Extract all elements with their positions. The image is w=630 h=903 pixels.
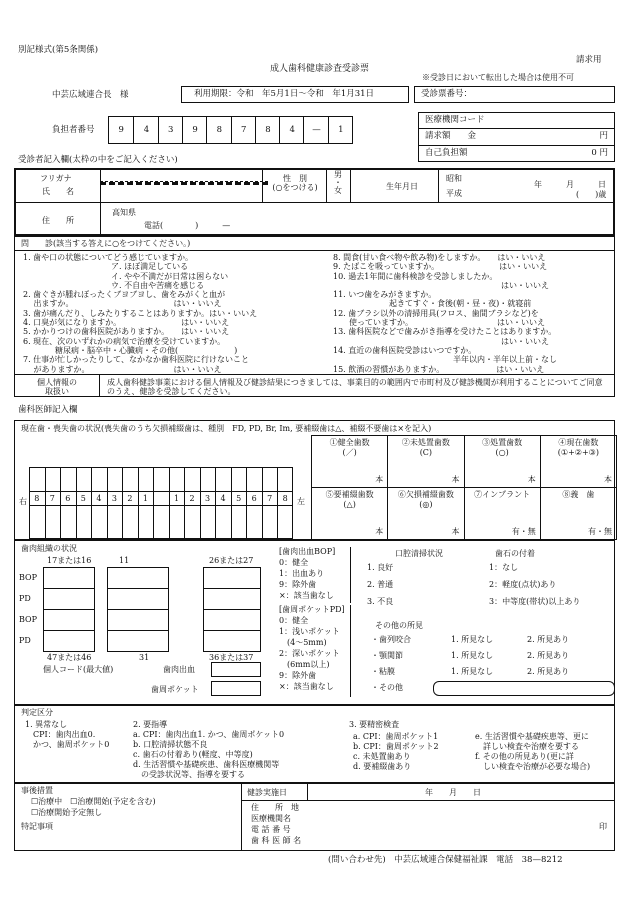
teeth-grid — [29, 467, 293, 539]
judge-guidance-line[interactable]: b. 口腔清掃状態不良 — [133, 740, 208, 749]
gum-cell[interactable] — [43, 630, 95, 652]
count-label: ②未処置歯数 — [401, 438, 450, 447]
perio-pocket-label: 歯周ポケット — [151, 685, 199, 694]
gum-top-label-1: 17または16 — [47, 556, 92, 565]
page-title: 成人歯科健康診査受診票 — [270, 64, 370, 74]
tooth-lower-cell[interactable] — [277, 505, 293, 539]
question-item: 5. かかりつけの歯科医院がありますか。 はい・いいえ — [23, 327, 230, 337]
patient-info-box — [14, 168, 615, 236]
judge-guidance — [133, 720, 284, 780]
claim-box — [418, 112, 615, 162]
other-finding-none[interactable]: 1. 所見なし — [451, 635, 494, 644]
gum-top-label-2: 11 — [119, 556, 130, 565]
count-box[interactable] — [387, 487, 464, 540]
question-item: 6. 現在、次のいずれかの病気で治療を受けていますか。 — [23, 336, 226, 346]
gum-row-label: BOP — [19, 573, 37, 582]
recipient-number-label: 受診票番号： — [421, 89, 473, 99]
bop-legend-item: 0：健全 — [279, 558, 309, 567]
form-label: 別記様式(第5条関係) — [18, 45, 99, 55]
other-finding-name: ・その他 — [371, 683, 403, 692]
question-item: 糖尿病・脳卒中・心臓病・その他( ) — [23, 345, 238, 355]
question-item: 13. 歯科医院などで歯みがき指導を受けたことはありますか。 — [333, 327, 557, 337]
transfer-note: ※受診日において転出した場合は使用不可 — [422, 73, 574, 82]
payer-digit: 8 — [255, 117, 280, 143]
count-label: ④現在歯数 — [558, 438, 599, 447]
payer-digit: 4 — [133, 117, 158, 143]
question-item: 7. 仕事が忙しかったりして、なかなか歯科医院に行けないこと — [23, 355, 250, 365]
pd-legend-item: 2：深いポケット — [279, 649, 340, 658]
calculus-list — [489, 563, 580, 614]
right-mark: 右 — [19, 497, 27, 506]
count-label: ⑦インプラント — [474, 490, 531, 499]
gum-top-label-3: 26または27 — [209, 556, 254, 565]
count-unit: 本 — [375, 474, 384, 484]
claim-label: 請求額 金 — [425, 131, 477, 141]
question-item: 出ますか。 はい・いいえ — [23, 299, 222, 309]
tooth-upper-cell[interactable] — [107, 467, 123, 491]
contact-info: (問い合わせ先) 中芸広域連合保健福祉課 電話 38—8212 — [328, 855, 563, 865]
gum-cell[interactable] — [107, 588, 169, 610]
question-item: 半年以内・半年以上前・なし — [333, 355, 557, 365]
other-finding-name: ・顎関節 — [371, 651, 403, 660]
tooth-number: 6 — [251, 494, 257, 503]
payer-number-grid — [108, 116, 353, 144]
valid-period: 利用期限：令和 年5月1日～令和 年1月31日 — [194, 89, 375, 99]
tooth-upper-cell[interactable] — [29, 467, 45, 491]
medical-code-label: 医療機関コード — [425, 115, 485, 125]
judge-detailed-item[interactable]: b. CPI：歯周ポケット2 — [353, 742, 439, 751]
judge-normal — [25, 720, 109, 750]
judge-normal-line: CPI：歯肉出血0. — [25, 730, 96, 739]
tooth-lower-cell[interactable] — [76, 505, 92, 539]
judge-detailed-left — [353, 732, 439, 772]
question-item: ア. ほぼ満足している — [23, 262, 189, 272]
tooth-lower-cell[interactable] — [184, 505, 200, 539]
clinic-label: 医療機関名 — [251, 814, 291, 823]
judge-normal-line[interactable]: 1. 異常なし — [25, 720, 68, 729]
tooth-lower-cell[interactable] — [138, 505, 154, 539]
calculus-item[interactable]: 1：なし — [489, 563, 519, 572]
tooth-number: 1 — [173, 494, 180, 503]
judgement-section — [14, 705, 615, 783]
tooth-number: 2 — [127, 494, 133, 503]
questions-left — [23, 253, 257, 374]
count-label: ⑥欠損補綴歯数 — [397, 490, 454, 499]
question-item: 使っていますか。 はい・いいえ — [333, 318, 545, 328]
tooth-lower-cell[interactable] — [262, 505, 278, 539]
pd-legend — [277, 605, 351, 697]
count-box[interactable] — [311, 487, 388, 540]
tooth-lower-cell[interactable] — [246, 505, 262, 539]
gum-row-label: PD — [19, 636, 31, 645]
gum-cell[interactable] — [107, 567, 169, 589]
request-label: 請求用 — [576, 55, 602, 65]
tooth-number: 1 — [142, 494, 148, 503]
count-box[interactable] — [540, 435, 617, 488]
teeth-midline — [29, 491, 293, 492]
tooth-number: 3 — [111, 494, 117, 503]
question-item: 4. 口臭が気になりますか。 はい・いいえ — [23, 318, 230, 328]
clinic-label: 住 所 地 — [251, 803, 299, 812]
other-finding-present[interactable]: 2. 所見あり — [527, 635, 570, 644]
payer-digit: 4 — [279, 117, 304, 143]
tooth-number: 4 — [220, 494, 226, 503]
furigana-label: フリガナ — [40, 174, 72, 183]
judge-guidance-line[interactable]: a. CPI：歯肉出血1. かつ、歯周ポケット0 — [133, 730, 285, 739]
tooth-upper-cell[interactable] — [91, 467, 107, 491]
other-finding-none[interactable]: 1. 所見なし — [451, 667, 494, 676]
count-box[interactable] — [540, 487, 617, 540]
count-box[interactable] — [464, 487, 541, 540]
phone[interactable]: 電話( ) — — [144, 221, 231, 230]
calculus-title: 歯石の付着 — [495, 549, 535, 558]
bop-legend-item: 9：除外歯 — [279, 580, 317, 589]
patient-section-title: 受診者記入欄(太枠の中をご記入ください) — [18, 155, 178, 165]
tooth-upper-cell[interactable] — [76, 467, 92, 491]
other-finding-input[interactable] — [433, 681, 615, 696]
count-label: ①健全歯数 — [329, 438, 370, 447]
count-unit: 本 — [451, 474, 460, 484]
judge-detailed-title: 3. 要精密検査 — [349, 720, 400, 729]
judge-detailed-item[interactable]: 詳しい検査や治療を要する — [475, 742, 579, 751]
tooth-upper-cell[interactable] — [45, 467, 61, 491]
teeth-number-line — [29, 505, 293, 506]
tooth-lower-cell[interactable] — [215, 505, 231, 539]
gum-cell[interactable] — [203, 609, 261, 631]
tooth-upper-cell[interactable] — [122, 467, 138, 491]
other-finding-row — [371, 635, 615, 649]
tooth-lower-cell[interactable] — [60, 505, 76, 539]
count-unit: 本 — [527, 474, 536, 484]
tooth-lower-cell[interactable] — [91, 505, 107, 539]
count-label: ③処置歯数 — [482, 438, 523, 447]
pd-legend-item: ×：該当歯なし — [279, 682, 334, 691]
tooth-number: 6 — [65, 494, 71, 503]
question-item: 12. 歯ブラシ以外の清掃用具(フロス、歯間ブラシなど)を — [333, 308, 539, 318]
followup-section — [14, 783, 615, 851]
tooth-lower-cell[interactable] — [169, 505, 185, 539]
tooth-upper-cell[interactable] — [60, 467, 76, 491]
clinic-label: 電 話 番 号 — [251, 825, 291, 834]
judge-detailed-item[interactable]: e. 生活習慣や基礎疾患等、更に — [475, 732, 589, 741]
gum-row-label: BOP — [19, 615, 37, 624]
bop-legend — [277, 547, 351, 603]
address-label: 住 所 — [42, 216, 74, 225]
gum-title: 歯肉組織の状況 — [21, 544, 77, 553]
count-symbol: (／) — [342, 448, 357, 457]
addressee: 中芸広域連合長 様 — [52, 90, 129, 100]
tooth-upper-cell[interactable] — [169, 467, 185, 491]
gum-cell[interactable] — [203, 567, 261, 589]
question-item: 11. いつ歯をみがきますか。 — [333, 290, 437, 300]
calculus-item[interactable]: 3：中等度(帯状)以上あり — [489, 597, 581, 606]
perio-pocket-box[interactable] — [211, 681, 261, 696]
payer-digit: 3 — [158, 117, 183, 143]
count-symbol: (○) — [495, 448, 509, 457]
era-showa[interactable]: 昭和 — [446, 174, 462, 183]
left-mark: 左 — [297, 497, 305, 506]
question-item: 10. 過去1年間に歯科検診を受診しましたか。 — [333, 271, 498, 281]
followup-title: 事後措置 — [21, 786, 53, 795]
tooth-number: 8 — [282, 494, 288, 503]
payer-digit: 1 — [328, 117, 353, 143]
tooth-number: 8 — [34, 494, 40, 503]
tooth-number: 7 — [267, 494, 273, 503]
judge-detailed-item[interactable]: d. 要補綴歯あり — [353, 762, 412, 771]
other-finding-row — [371, 651, 615, 665]
privacy-text: 成人歯科健診事業における個人情報及び健診結果につきましては、事業目的の範囲内で市町村及び健診機関が利用することについてご同意のうえ、健診を受診してください。 — [107, 378, 603, 397]
privacy-label: 個人情報の 取扱い — [37, 378, 77, 397]
tooth-lower-cell[interactable] — [107, 505, 123, 539]
judge-normal-line: かつ、歯周ポケット0 — [25, 740, 110, 749]
payer-digit: 9 — [182, 117, 207, 143]
tooth-upper-cell[interactable] — [138, 467, 154, 491]
exam-date-value[interactable]: 年 月 日 — [425, 788, 481, 797]
pd-legend-item: (6mm以上) — [279, 660, 330, 669]
personal-code: 個人コード(最大値) — [43, 665, 114, 674]
tooth-upper-cell[interactable] — [231, 467, 247, 491]
tooth-lower-cell[interactable] — [200, 505, 216, 539]
other-finding-name: ・歯列咬合 — [371, 635, 411, 644]
sex-options[interactable]: 男 ・ 女 — [334, 170, 342, 195]
tooth-upper-cell[interactable] — [184, 467, 200, 491]
count-symbol: (C) — [419, 448, 433, 457]
count-unit: 有・無 — [511, 526, 536, 536]
self-pay-value: 0 円 — [591, 148, 608, 158]
tooth-lower-cell[interactable] — [231, 505, 247, 539]
teeth-section — [14, 420, 615, 540]
judge-guidance-line[interactable]: c. 歯石の付着あり(軽度、中等度) — [133, 750, 253, 759]
tooth-lower-cell[interactable] — [122, 505, 138, 539]
special-title: 特記事項 — [21, 822, 53, 831]
bop-legend-title: [歯肉出血BOP] — [279, 547, 336, 556]
clinic-info — [251, 803, 301, 847]
count-symbol: (①+②+③) — [557, 448, 599, 457]
pd-legend-item: 9：除外歯 — [279, 671, 317, 680]
pd-legend-item: (4〜5mm) — [279, 638, 327, 647]
oral-item[interactable]: 3. 不良 — [367, 597, 394, 606]
question-item: ウ. 不自由や苦痛を感じる — [23, 280, 205, 290]
gum-bleeding-box[interactable] — [211, 662, 261, 677]
question-item: はい・いいえ — [333, 336, 549, 346]
oral-title: 口腔清掃状況 — [395, 549, 443, 558]
judge-detailed-item[interactable]: c. 未処置歯あり — [353, 752, 411, 761]
question-item: 14. 直近の歯科医院受診はいつですか。 — [333, 345, 477, 355]
count-grid — [311, 435, 616, 539]
validity-box — [181, 86, 409, 103]
tooth-lower-cell[interactable] — [153, 505, 169, 539]
tooth-upper-cell[interactable] — [262, 467, 278, 491]
count-label: ⑧義 歯 — [562, 490, 595, 499]
count-box[interactable] — [387, 435, 464, 488]
gum-cell[interactable] — [107, 609, 169, 631]
question-item: 起きてすぐ・食後(朝・昼・夜)・就寝前 — [333, 299, 532, 309]
gum-cell[interactable] — [43, 567, 95, 589]
question-item: 2. 歯ぐきが腫れぼったくブヨブヨし、歯をみがくと血が — [23, 290, 226, 300]
calculus-item[interactable]: 2：軽度(点状)あり — [489, 580, 557, 589]
question-item: はい・いいえ — [333, 280, 549, 290]
pd-legend-item: 0：健全 — [279, 616, 309, 625]
question-item: がありますか。 はい・いいえ — [23, 364, 222, 374]
birth-ymd: 年 月 日 — [534, 180, 606, 189]
exam-date-label: 健診実施日 — [247, 788, 287, 797]
question-item: 1. 歯や口の状態についてどう感じていますか。 — [23, 253, 194, 262]
gum-section — [14, 540, 615, 705]
payer-digit: 8 — [206, 117, 231, 143]
gum-cell[interactable] — [43, 588, 95, 610]
count-box[interactable] — [311, 435, 388, 488]
judge-guidance-line[interactable]: 2. 要指導 — [133, 720, 168, 729]
gum-cell[interactable] — [107, 630, 169, 652]
bop-legend-item: 1：出血あり — [279, 569, 325, 578]
payer-label: 負担者番号 — [52, 125, 95, 135]
clinic-label: 歯 科 医 師 名 — [251, 836, 302, 845]
count-symbol: (◎) — [419, 500, 433, 509]
judge-detailed-item[interactable]: しい検査や治療が必要な場合) — [475, 762, 591, 771]
other-finding-none[interactable]: 1. 所見なし — [451, 651, 494, 660]
questionnaire-box — [14, 236, 615, 397]
era-heisei[interactable]: 平成 — [446, 189, 462, 198]
payer-digit: 9 — [118, 125, 124, 135]
question-item: 8. 間食(甘い食べ物や飲み物)をしますか。 はい・いいえ — [333, 253, 546, 262]
judge-guidance-line[interactable]: d. 生活習慣や基礎疾患、歯科医療機関等 — [133, 760, 280, 769]
birth-label: 生年月日 — [386, 182, 418, 191]
gum-cell[interactable] — [203, 588, 261, 610]
gum-cell[interactable] — [203, 630, 261, 652]
self-pay-label: 自己負担額 — [425, 148, 468, 158]
payer-digit: — — [303, 117, 328, 143]
judge-detailed-item[interactable]: f. その他の所見あり(更に詳 — [475, 752, 574, 761]
tooth-number: 3 — [205, 494, 211, 503]
oral-item[interactable]: 1. 良好 — [367, 563, 394, 572]
judge-detailed-item[interactable]: a. CPI：歯周ポケット1 — [353, 732, 439, 741]
pd-legend-item: 1：浅いポケット — [279, 627, 340, 636]
question-item: イ. やや不満だが日常は困らない — [23, 271, 229, 281]
oral-item[interactable]: 2. 普通 — [367, 580, 394, 589]
judgement-title: 判定区分 — [21, 708, 53, 717]
question-item: 9. たばこを吸っていますか。 はい・いいえ — [333, 262, 548, 272]
other-finding-present[interactable]: 2. 所見あり — [527, 667, 570, 676]
tooth-lower-cell[interactable] — [45, 505, 61, 539]
question-item: 3. 歯が痛んだり、しみたりすることはありますか。はい・いいえ — [23, 308, 258, 318]
teeth-title: 現在歯・喪失歯の状況(喪失歯のうち欠損補綴歯は、種別 FD, PD, Br, Im, 要補綴歯は△、補綴不要歯は×を記入) — [21, 424, 432, 433]
tooth-upper-cell[interactable] — [200, 467, 216, 491]
prefecture: 高知県 — [112, 208, 136, 217]
tooth-number: 2 — [189, 494, 195, 503]
tooth-number: 5 — [236, 494, 242, 503]
followup-item-2[interactable]: ☐治療開始予定無し — [31, 808, 103, 817]
tooth-upper-cell[interactable] — [153, 467, 169, 491]
tooth-number: 5 — [80, 494, 86, 503]
followup-item-1[interactable]: ☐治療中 ☐治療開始(予定を含む) — [31, 797, 156, 806]
oral-list — [367, 563, 393, 614]
count-unit: 本 — [451, 526, 460, 536]
question-item: 15. 飲酒の習慣がありますか。 はい・いいえ — [333, 364, 545, 374]
count-symbol: (△) — [343, 500, 356, 509]
other-finding-row — [371, 683, 615, 697]
count-box[interactable] — [464, 435, 541, 488]
count-label: ⑤要補綴歯数 — [325, 490, 374, 499]
gum-bleeding-label: 歯肉出血 — [163, 665, 195, 674]
gum-cell[interactable] — [43, 609, 95, 631]
judge-guidance-line[interactable]: の受診状況等、指導を要する — [133, 770, 245, 779]
gum-bottom-label-2: 31 — [139, 653, 150, 662]
pd-legend-title: [歯周ポケットPD] — [279, 605, 345, 614]
claim-unit: 円 — [599, 131, 608, 141]
questions-right — [333, 253, 557, 374]
name-label: 氏 名 — [42, 187, 74, 196]
count-unit: 本 — [604, 474, 612, 484]
other-finding-name: ・粘膜 — [371, 667, 395, 676]
age: ( )歳 — [576, 190, 607, 199]
count-unit: 本 — [375, 526, 384, 536]
recipient-number-box[interactable] — [414, 86, 615, 103]
questionnaire-title: 問 診(該当する答えに○をつけてください。) — [21, 239, 191, 248]
payer-digit: 7 — [231, 117, 256, 143]
gum-row-label: PD — [19, 594, 31, 603]
judge-detailed-right — [475, 732, 590, 772]
count-unit: 有・無 — [588, 526, 612, 536]
tooth-number: 4 — [96, 494, 102, 503]
tooth-lower-cell[interactable] — [29, 505, 45, 539]
bop-legend-item: ×：該当歯なし — [279, 591, 334, 600]
tooth-upper-cell[interactable] — [277, 467, 293, 491]
gum-bottom-label-1: 47または46 — [47, 653, 92, 662]
gum-grid — [19, 567, 263, 653]
tooth-number: 7 — [49, 494, 55, 503]
gum-bottom-label-3: 36または37 — [209, 653, 254, 662]
tooth-upper-cell[interactable] — [215, 467, 231, 491]
seal: 印 — [599, 822, 607, 831]
dentist-section-title: 歯科医師記入欄 — [18, 405, 78, 415]
other-finding-present[interactable]: 2. 所見あり — [527, 651, 570, 660]
sex-label: 性 別 (○をつける) — [272, 174, 318, 193]
other-finding-row — [371, 667, 615, 681]
tooth-upper-cell[interactable] — [246, 467, 262, 491]
other-title: その他の所見 — [375, 621, 423, 630]
